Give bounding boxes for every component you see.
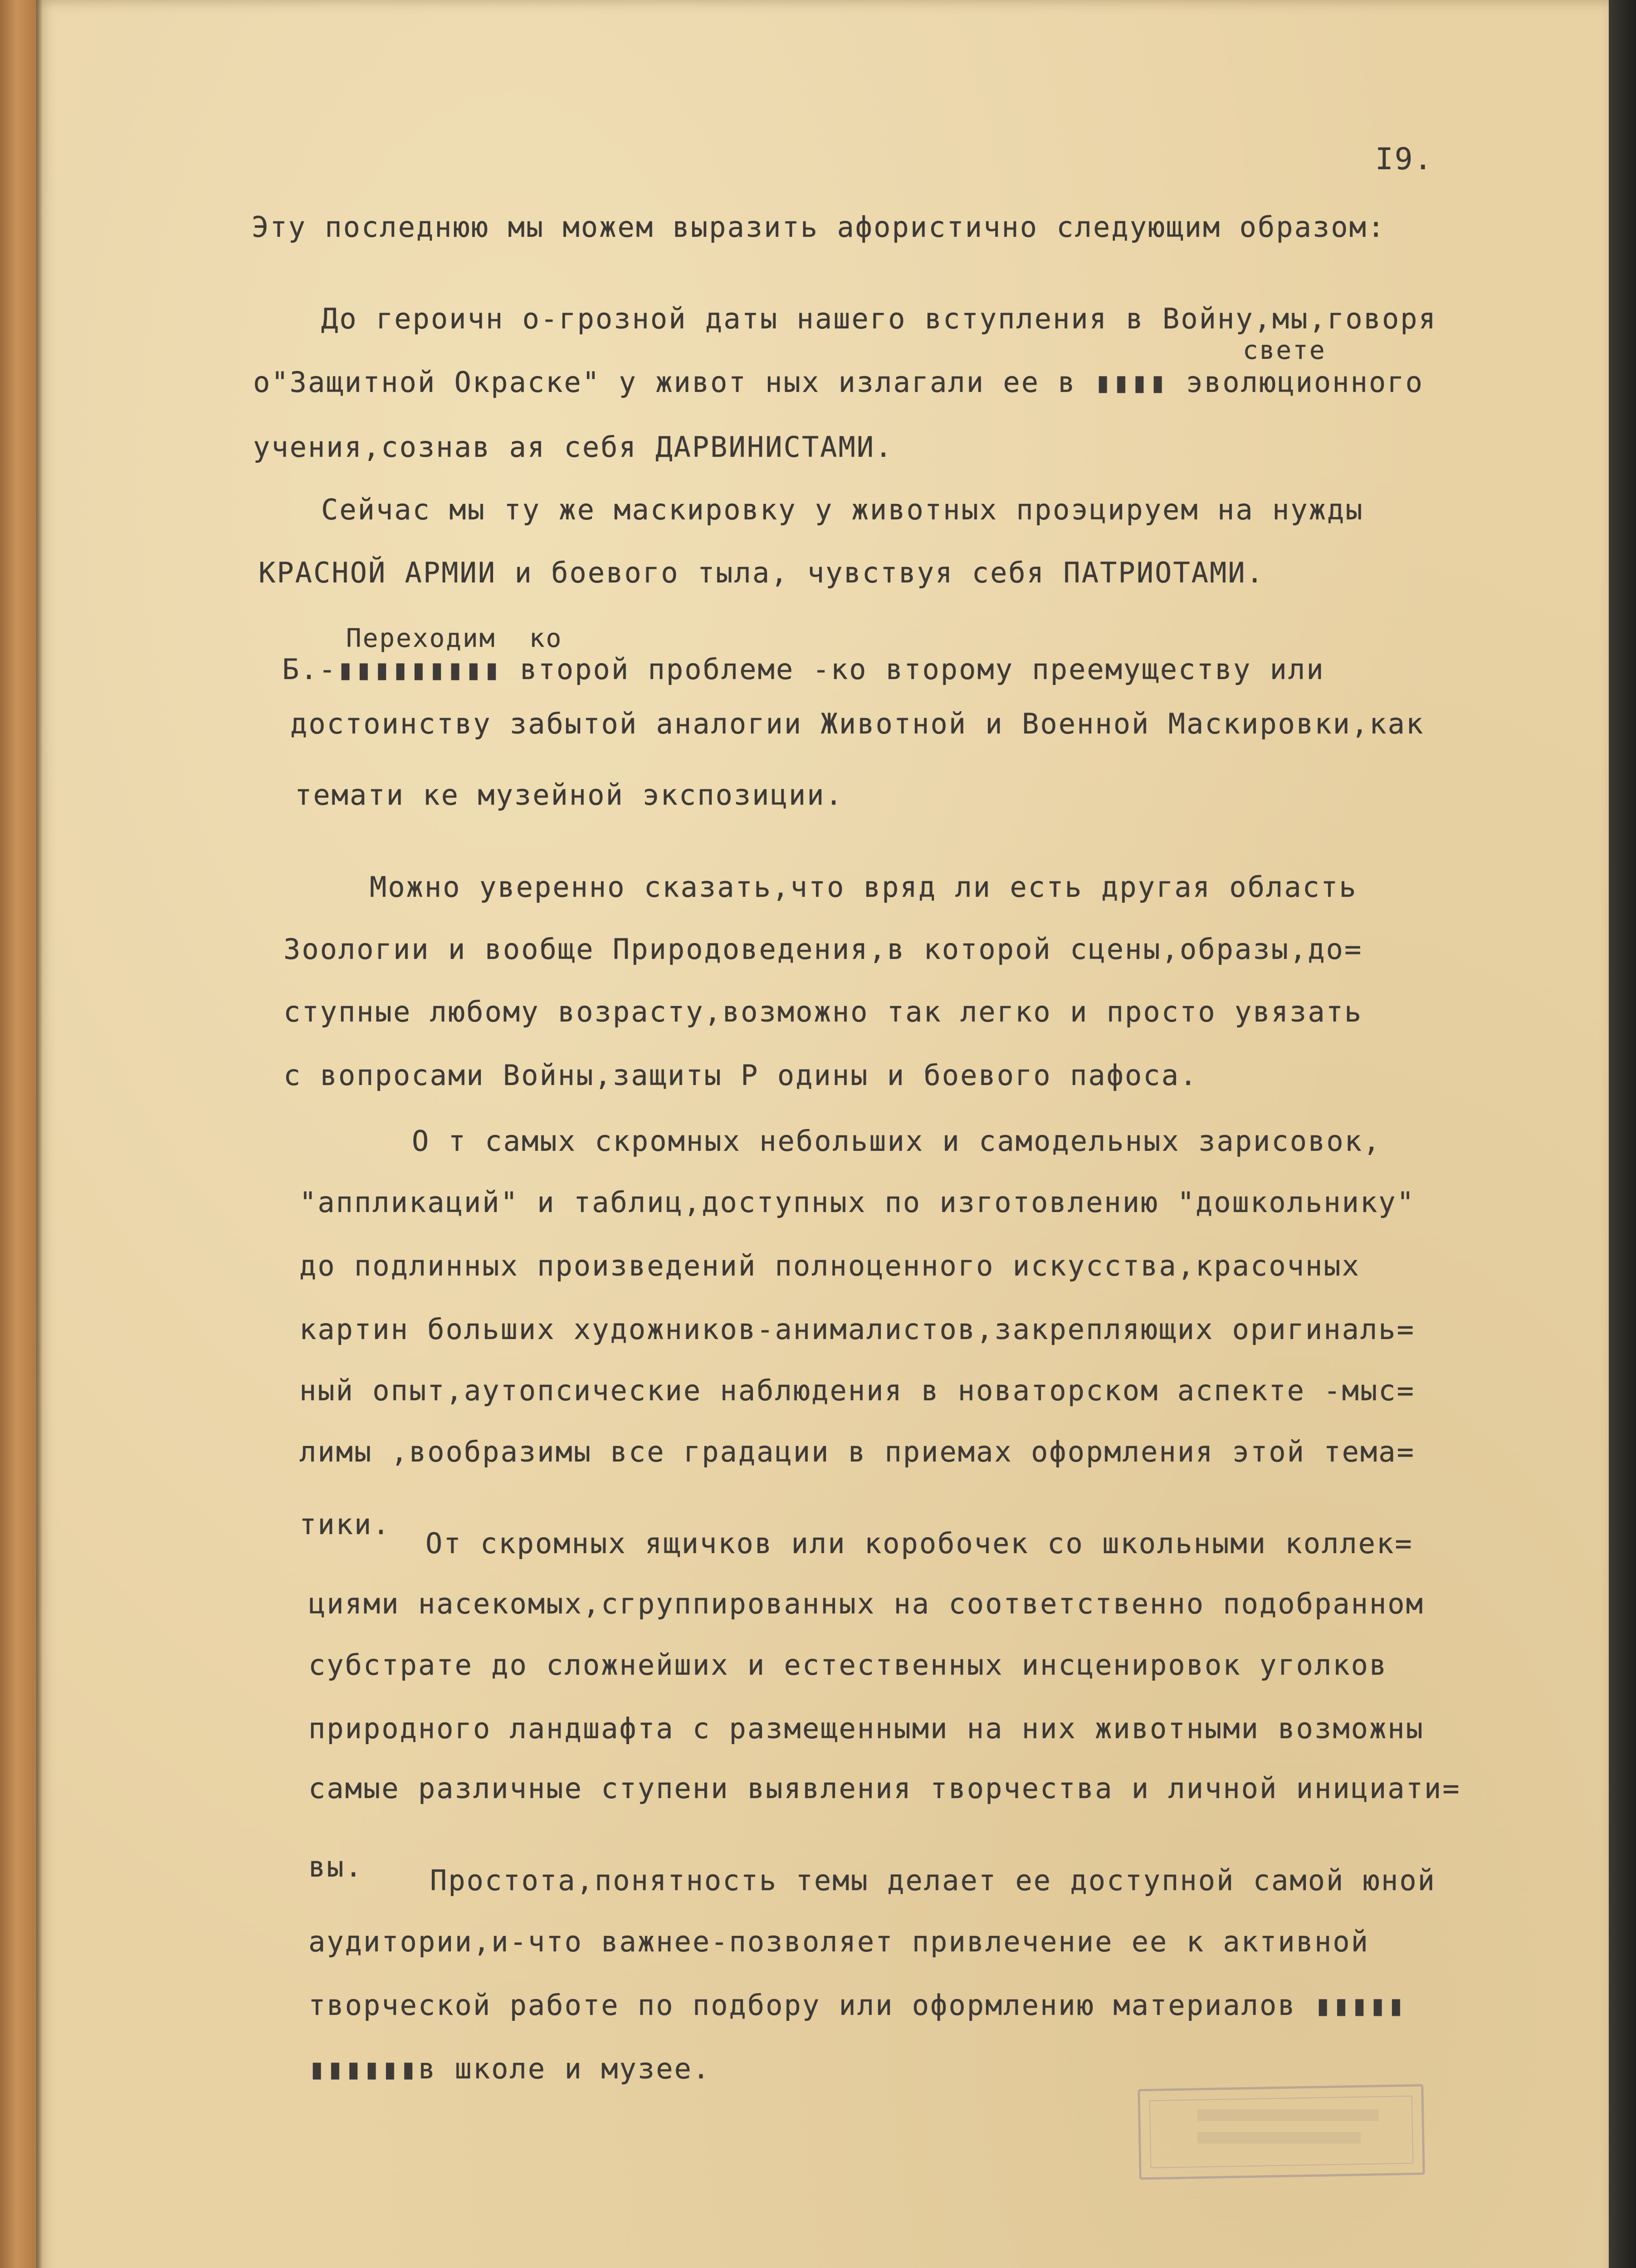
- binding-strip: [0, 0, 36, 2268]
- text-line: вы.: [308, 1850, 363, 1883]
- text-line: До героичн о-грозной даты нашего вступления в Войну,мы,говоря: [321, 302, 1437, 335]
- text-line: ▮▮▮▮▮▮в школе и музее.: [308, 2052, 711, 2085]
- text-line: творческой работе по подбору или оформлению материалов ▮▮▮▮▮: [308, 1989, 1406, 2022]
- text-line: О т самых скромных небольших и самодельных зарисовок,: [412, 1124, 1382, 1158]
- text-line: природного ландшафта с размещенными на них животными возможны: [308, 1712, 1424, 1745]
- text-line: Б.-▮▮▮▮▮▮▮▮▮ второй проблеме -ко второму преемуществу или: [282, 653, 1325, 686]
- text-line: лимы ,вообразимы все градации в приемах оформления этой тема=: [299, 1435, 1415, 1468]
- text-line: тики.: [299, 1508, 391, 1541]
- text-line: Простота,понятность темы делает ее доступной самой юной: [430, 1864, 1436, 1897]
- text-line: КРАСНОЙ АРМИИ и боевого тыла, чувствуя себя ПАТРИОТАМИ.: [259, 556, 1265, 589]
- text-line: "аппликаций" и таблиц,доступных по изготовлению "дошкольнику": [299, 1186, 1415, 1219]
- text-line: учения,сознав ая себя ДАРВИНИСТАМИ.: [253, 430, 894, 464]
- text-line: Эту последнюю мы можем выразить афористично следующим образом:: [252, 210, 1386, 244]
- text-line: От скромных ящичков или коробочек со школьными коллек=: [425, 1527, 1413, 1560]
- archive-stamp: [1138, 2084, 1425, 2180]
- document-page: [36, 0, 1609, 2268]
- text-line: до подлинных произведений полноценного искусства,красочных: [299, 1249, 1360, 1282]
- scan-background-edge: [1609, 0, 1636, 2268]
- text-line: о"Защитной Окраске" у живот ных излагали ее в ▮▮▮▮ эволюционного: [253, 366, 1424, 399]
- text-line: темати ке музейной экспозиции.: [295, 778, 844, 811]
- typed-insertion: Переходим ко: [346, 624, 563, 653]
- text-line: Зоологии и вообще Природоведения,в которой сцены,образы,до=: [283, 933, 1363, 966]
- text-line: аудитории,и-что важнее-позволяет привлечение ее к активной: [308, 1925, 1369, 1958]
- text-line: ступные любому возрасту,возможно так легко и просто увязать: [283, 995, 1363, 1028]
- typed-insertion: свете: [1243, 336, 1326, 365]
- text-line: циями насекомых,сгруппированных на соответственно подобранном: [308, 1587, 1424, 1620]
- text-line: с вопросами Войны,защиты Р одины и боевого пафоса.: [283, 1059, 1198, 1092]
- page-fold-shadow: [36, 0, 43, 2268]
- text-line: картин больших художников-анималистов,закрепляющих оригиналь=: [299, 1313, 1415, 1346]
- text-line: Можно уверенно сказать,что вряд ли есть другая область: [370, 870, 1358, 904]
- page-number: I9.: [1375, 142, 1434, 176]
- text-line: Сейчас мы ту же маскировку у животных проэцируем на нужды: [321, 493, 1364, 526]
- text-line: субстрате до сложнейших и естественных инсценировок уголков: [308, 1648, 1388, 1681]
- text-line: ный опыт,аутопсические наблюдения в новаторском аспекте -мыс=: [299, 1374, 1415, 1407]
- text-line: самые различные ступени выявления творчества и личной инициати=: [308, 1772, 1461, 1805]
- text-line: достоинству забытой аналогии Животной и Военной Маскировки,как: [290, 707, 1425, 740]
